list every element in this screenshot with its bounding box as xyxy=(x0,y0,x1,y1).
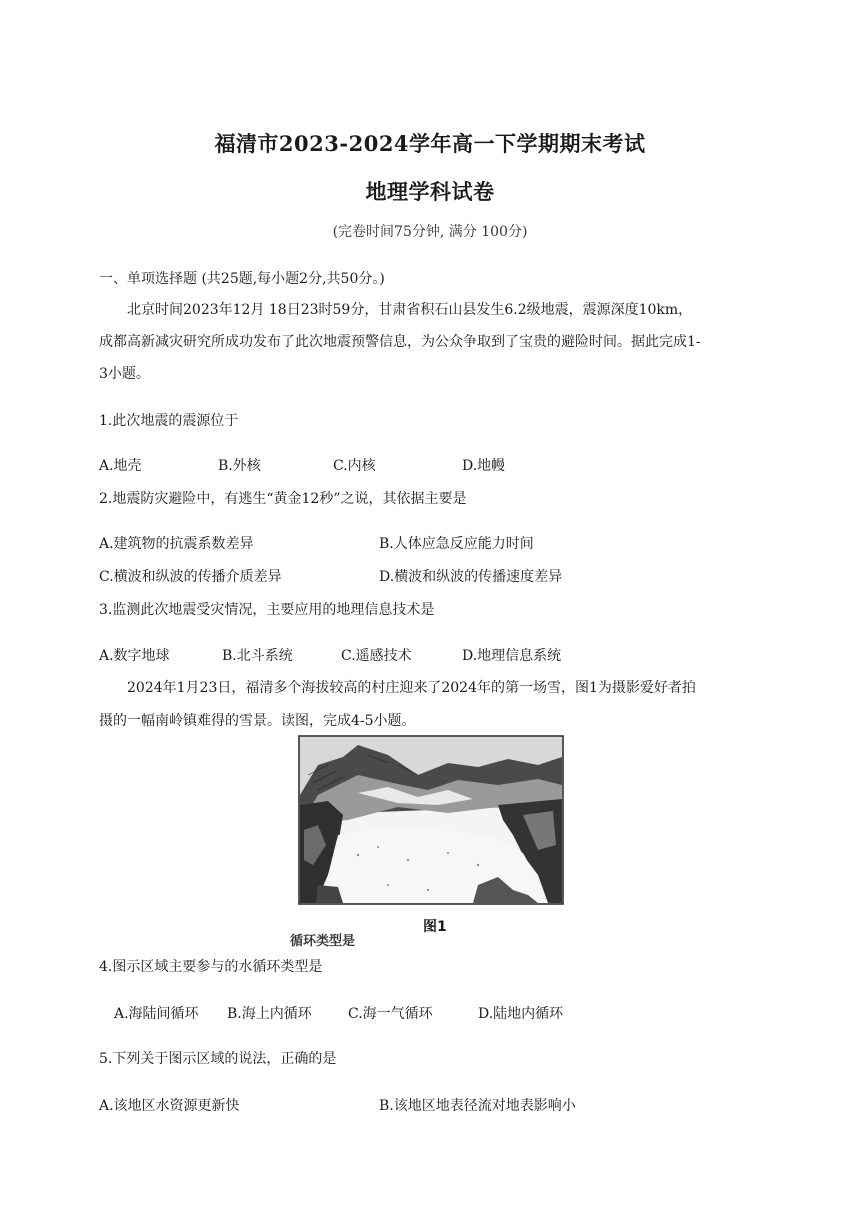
question-5-stem: 5.下列关于图示区域的说法，正确的是 xyxy=(99,1051,337,1067)
section-heading: 一、单项选择题 (共25题,每小题2分,共50分。) xyxy=(99,271,385,287)
question-3-option-c: C.遥感技术 xyxy=(341,648,412,664)
snow-landscape-photo-icon xyxy=(298,735,564,937)
question-1-option-b: B.外核 xyxy=(218,458,261,474)
question-2-option-d: D.横波和纵波的传播速度差异 xyxy=(379,569,563,585)
exam-info: (完卷时间75分钟, 满分 100分) xyxy=(332,224,528,240)
question-3-stem: 3.监测此次地震受灾情况，主要应用的地理信息技术是 xyxy=(99,602,435,618)
question-1-option-d: D.地幔 xyxy=(462,458,506,474)
question-1-stem: 1.此次地震的震源位于 xyxy=(99,413,239,429)
question-4-stem: 4.图示区域主要参与的水循环类型是 xyxy=(99,959,323,975)
question-3-option-b: B.北斗系统 xyxy=(222,648,293,664)
question-4-option-c: C.海一气循环 xyxy=(348,1006,433,1022)
question-5-option-b: B.该地区地表径流对地表影响小 xyxy=(379,1098,576,1114)
question-2-stem: 2.地震防灾避险中，有逃生“黄金12秒”之说，其依据主要是 xyxy=(99,491,467,507)
passage1-line1: 北京时间2023年12月 18日23时59分，甘肃省积石山县发生6.2级地震，震源深度10km， xyxy=(127,302,693,318)
figure-cut-text: 循环类型是 xyxy=(290,934,356,949)
figure-caption: 图1 xyxy=(423,919,447,935)
snow-landscape-photo xyxy=(290,735,564,949)
question-2-option-a: A.建筑物的抗震系数差异 xyxy=(99,536,254,552)
question-2-option-c: C.横波和纵波的传播介质差异 xyxy=(99,569,282,585)
question-1-option-c: C.内核 xyxy=(333,458,376,474)
exam-title: 福清市2023-2024学年高一下学期期末考试 xyxy=(214,131,646,156)
question-3-option-d: D.地理信息系统 xyxy=(462,648,562,664)
passage2-line2: 摄的一幅南岭镇难得的雪景。读图，完成4-5小题。 xyxy=(99,713,416,729)
question-4-option-d: D.陆地内循环 xyxy=(478,1006,564,1022)
passage1-line3: 3小题。 xyxy=(99,366,150,382)
question-5-option-a: A.该地区水资源更新快 xyxy=(99,1098,240,1114)
passage2-line1: 2024年1月23日，福清多个海拔较高的村庄迎来了2024年的第一场雪，图1为摄影爱好者拍 xyxy=(127,680,696,696)
question-2-option-b: B.人体应急反应能力时间 xyxy=(379,536,534,552)
question-4-option-b: B.海上内循环 xyxy=(227,1006,312,1022)
question-3-option-a: A.数字地球 xyxy=(99,648,170,664)
question-1-option-a: A.地壳 xyxy=(99,458,142,474)
subject-title: 地理学科试卷 xyxy=(365,179,495,204)
question-4-option-a: A.海陆间循环 xyxy=(114,1006,199,1022)
passage1-line2: 成都高新减灾研究所成功发布了此次地震预警信息，为公众争取到了宝贵的避险时间。据此完成1- xyxy=(99,334,701,350)
